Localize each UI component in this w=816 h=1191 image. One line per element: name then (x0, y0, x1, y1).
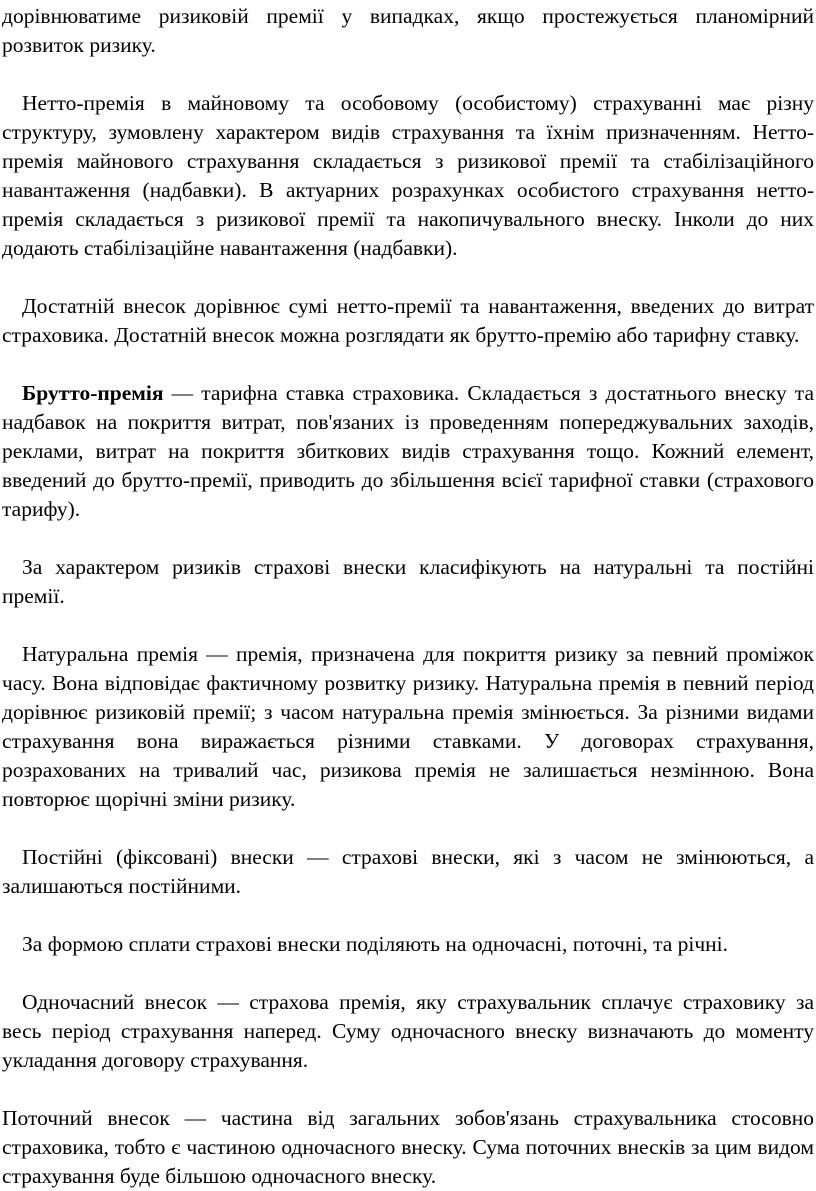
paragraph-fixed-contributions: Постійні (фіксовані) внески — страхові внески, які з часом не змінюються, а залишаються постійними. (2, 845, 814, 898)
paragraph-gross-premium (2, 379, 814, 524)
paragraph-single-contribution: Одночасний внесок — страхова премія, яку страхувальник сплачує страховику за весь період страхування наперед. Суму одночасного внеску визначають до моменту укладання договору страхування. (2, 990, 814, 1072)
paragraph-current-contribution: Поточний внесок — частина від загальних зобов'язань страхувальника стосовно страховика, тобто є частиною одночасного внеску. Сума поточних внесків за цим видом страхування буде більшою одночасного внеску. (2, 1106, 814, 1188)
paragraph-payment-form: За формою сплати страхові внески поділяють на одночасні, поточні, та річні. (22, 932, 729, 956)
paragraph-sufficient-contribution: Достатній внесок дорівнює сумі нетто-премії та навантаження, введених до витрат страховика. Достатній внесок можна розглядати як брутто-премію або тарифну ставку. (2, 294, 814, 347)
definition-gross-premium: — тарифна ставка страховика. Складається з достатнього внеску та надбавок на покриття витрат, пов'язаних із проведенням попереджувальних заходів, реклами, витрат на покриття збиткових видів страхування тощо. Кожний елемент, введений до брутто-премії, приводить до збільшення всієї тарифної ставки (страхового тарифу). (2, 381, 814, 521)
paragraph-continuation: дорівнюватиме ризиковій премії у випадках, якщо простежується планомірний розвиток ризику. (2, 4, 814, 57)
paragraph-risk-classification: За характером ризиків страхові внески класифікують на натуральні та постійні премії. (2, 555, 814, 608)
paragraph-net-premium-structure: Нетто-премія в майновому та особовому (особистому) страхуванні має різну структуру, зумовлену характером видів страхування та їхнім призначенням. Нетто-премія майнового страхування складається з ризикової премії та стабілізаційного навантаження (надбавки). В актуарних розрахунках особистого страхування нетто-премія складається з ризикової премії та накопичувального внеску. Інколи до них додають стабілізаційне навантаження (надбавки). (2, 91, 814, 260)
paragraph-natural-premium: Натуральна премія — премія, призначена для покриття ризику за певний проміжок часу. Вона відповідає фактичному розвитку ризику. Натуральна премія в певний період дорівнює ризиковій премії; з часом натуральна премія змінюється. За різними видами страхування вона виражається різними ставками. У договорах страхування, розрахованих на тривалий час, ризикова премія не залишається незмінною. Вона повторює щорічні зміни ризику. (2, 642, 814, 811)
term-gross-premium: Брутто-премія (22, 381, 164, 405)
